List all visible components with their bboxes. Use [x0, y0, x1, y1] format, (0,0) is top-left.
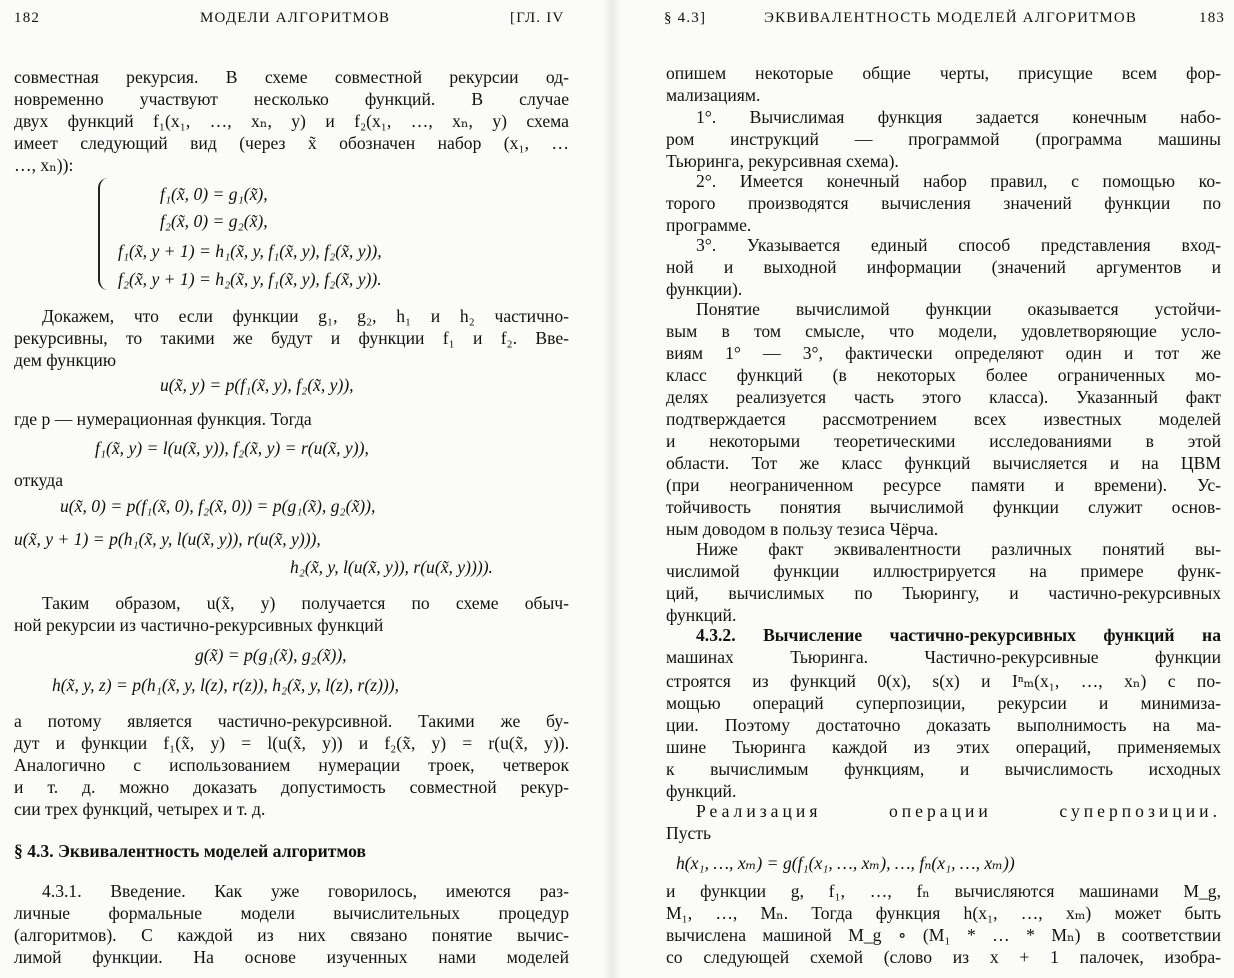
text-line: лимой функции. На основе изученных нами моделей	[14, 947, 569, 967]
text-line: вым в том смысле, что модели, удовлетворяющие усло-	[666, 321, 1221, 341]
left-page	[0, 0, 600, 978]
text-line: двух функций f₁(x₁, …, xₙ, y) и f₂(x₁, …, xₙ, y) схема	[14, 111, 569, 131]
text-line: к вычислимым функциям, и вычислимость исходных	[666, 759, 1221, 779]
spaced-heading: Реализация операции суперпозиции.	[696, 801, 1221, 821]
text-line: Понятие вычислимой функции оказывается устойчи-	[696, 299, 1221, 319]
text-line: (при неограниченном ресурсе памяти и времени). Ус-	[666, 475, 1221, 495]
equation-u: u(x̃, y) = p(f₁(x̃, y), f₂(x̃, y)),	[160, 375, 354, 395]
text-line: сии трех функций, четырех и т. д.	[14, 799, 266, 819]
text-line: 4.3.1. Введение. Как уже говорилось, имеются раз-	[42, 881, 569, 901]
equation-uy2: h₂(x̃, y, l(u(x̃, y)), r(u(x̃, y)))).	[290, 557, 493, 577]
text-line: ной и выходной информации (значений аргументов и	[666, 257, 1221, 277]
right-running-title: ЭКВИВАЛЕНТНОСТЬ МОДЕЛЕЙ АЛГОРИТМОВ	[764, 10, 1138, 26]
text-line: делях реализуется часть этого класса). Указанный факт	[666, 387, 1221, 407]
text-line: и т. д. можно доказать допустимость совместной рекур-	[14, 777, 569, 797]
text-line: функций.	[666, 781, 737, 801]
text-line: дут и функции f₁(x̃, y) = l(u(x̃, y)) и f₂(x̃, y) = r(u(x̃, y)).	[14, 733, 569, 753]
text-line: (алгоритмов). С каждой из них связано понятие вычис-	[14, 925, 569, 945]
text-line: программе.	[666, 215, 752, 235]
system-equation: f₁(x̃, 0) = g₁(x̃),	[160, 184, 268, 204]
text-line: ций, вычислимых по Тьюрингу, и частично-рекурсивных	[666, 583, 1221, 603]
text-line: рекурсивны, то такими же будут и функции f₁ и f₂. Вве-	[14, 328, 569, 348]
text-line: функции).	[666, 279, 743, 299]
equation-uy1: u(x̃, y + 1) = p(h₁(x̃, y, l(u(x̃, y)), r(u(x̃, y))),	[14, 529, 321, 549]
text-line: 3°. Указывается единый способ представления вход-	[696, 235, 1221, 255]
text-line: Докажем, что если функции g₁, g₂, h₁ и h₂ частично-	[42, 306, 569, 326]
text-line: подтверждается рассмотрением всех известных моделей	[666, 409, 1221, 429]
text-line: M₁, …, Mₙ. Тогда функция h(x₁, …, xₘ) может быть	[666, 903, 1221, 923]
system-brace	[98, 178, 110, 290]
text-line: торого производятся вычисления значений функции по	[666, 193, 1221, 213]
text-line: дем функцию	[14, 350, 116, 370]
system-equation: f₂(x̃, y + 1) = h₂(x̃, y, f₁(x̃, y), f₂(x̃, y)).	[118, 269, 382, 289]
equation-g: g(x̃) = p(g₁(x̃), g₂(x̃)),	[195, 645, 347, 665]
text-line: 2°. Имеется конечный набор правил, с помощью ко-	[696, 171, 1221, 191]
text-line: мализациям.	[666, 85, 761, 105]
text-line: ным доводом в пользу тезиса Чёрча.	[666, 519, 939, 539]
text-line: а потому является частично-рекурсивной. Такими же бу-	[14, 711, 569, 731]
text-line: числимой функции иллюстрируется на примере функ-	[666, 561, 1221, 581]
text-line: Пусть	[666, 823, 712, 843]
text-line: где p — нумерационная функция. Тогда	[14, 409, 312, 429]
text-line: Таким образом, u(x̃, y) получается по схеме обыч-	[42, 593, 569, 613]
equation-h: h(x̃, y, z) = p(h₁(x̃, y, l(z), r(z)), h₂(x̃, y, l(z), r(z))),	[52, 675, 400, 695]
text-line: области. Тот же класс функций вычисляется и на ЦВМ	[666, 453, 1221, 473]
right-section-mark: § 4.3]	[664, 10, 707, 26]
text-line: вычислена машиной M_g ∘ (M₁ * … * Mₙ) в соответствии	[666, 925, 1221, 945]
text-line: опишем некоторые общие черты, присущие всем фор-	[666, 63, 1221, 83]
text-line: Тьюринга, рекурсивная схема).	[666, 151, 899, 171]
text-line: тойчивость понятия вычислимой функции служит основ-	[666, 497, 1221, 517]
text-line: виям 1° — 3°, фактически определяют один и тот же	[666, 343, 1221, 363]
text-line: и функции g, f₁, …, fₙ вычисляются машинами M_g,	[666, 881, 1221, 901]
text-line: новременно участвуют несколько функций. В случае	[14, 89, 569, 109]
text-line: класс функций (в некоторых более ограниченных мо-	[666, 365, 1221, 385]
text-line: строятся из функций 0(x), s(x) и Iⁿₘ(x₁, …, xₙ) с по-	[666, 671, 1221, 691]
text-line: шине Тьюринга каждой из этих операций, применяемых	[666, 737, 1221, 757]
system-equation: f₁(x̃, y + 1) = h₁(x̃, y, f₁(x̃, y), f₂(x̃, y)),	[118, 241, 382, 261]
section-heading: § 4.3. Эквивалентность моделей алгоритмов	[14, 841, 367, 861]
book-gutter	[603, 0, 621, 978]
text-line: личные формальные модели вычислительных процедур	[14, 903, 569, 923]
equation-u0: u(x̃, 0) = p(f₁(x̃, 0), f₂(x̃, 0)) = p(g₁(x̃), g₂(x̃)),	[60, 496, 376, 516]
text-line: со следующей схемой (слово из x + 1 палочек, изобра-	[666, 947, 1221, 967]
text-line: ром инструкций — программой (программа машины	[666, 129, 1221, 149]
right-page-number: 183	[1199, 10, 1226, 26]
equation-f: f₁(x̃, y) = l(u(x̃, y)), f₂(x̃, y) = r(u(x̃, y)),	[95, 438, 369, 458]
text-line: совместная рекурсия. В схеме совместной рекурсии од-	[14, 67, 569, 87]
text-line: Ниже факт эквивалентности различных понятий вы-	[696, 539, 1221, 559]
subsection-heading: 4.3.2. Вычисление частично-рекурсивных функций на	[696, 625, 1221, 645]
text-line: функций.	[666, 605, 737, 625]
text-line: ной рекурсии из частично-рекурсивных функций	[14, 615, 384, 635]
text-line: откуда	[14, 470, 64, 490]
text-line: …, xₙ)):	[14, 155, 74, 175]
left-running-title: МОДЕЛИ АЛГОРИТМОВ	[200, 10, 391, 26]
right-page	[624, 0, 1234, 978]
text-line: 1°. Вычислимая функция задается конечным набо-	[696, 107, 1221, 127]
text-line: машинах Тьюринга. Частично-рекурсивные функции	[666, 647, 1221, 667]
system-equation: f₂(x̃, 0) = g₂(x̃),	[160, 211, 268, 231]
equation-h-superposition: h(x₁, …, xₘ) = g(f₁(x₁, …, xₘ), …, fₙ(x₁, …, xₘ))	[676, 853, 1015, 873]
text-line: имеет следующий вид (через x̃ обозначен набор (x₁, …	[14, 133, 569, 153]
text-line: ции. Поэтому достаточно доказать выполнимость на ма-	[666, 715, 1221, 735]
text-line: мощью операций суперпозиции, рекурсии и минимиза-	[666, 693, 1221, 713]
text-line: Аналогично с использованием нумерации троек, четверок	[14, 755, 569, 775]
left-page-number: 182	[14, 10, 41, 26]
left-chapter-mark: [ГЛ. IV	[510, 10, 565, 26]
text-line: и некоторыми теоретическими исследованиями в этой	[666, 431, 1221, 451]
